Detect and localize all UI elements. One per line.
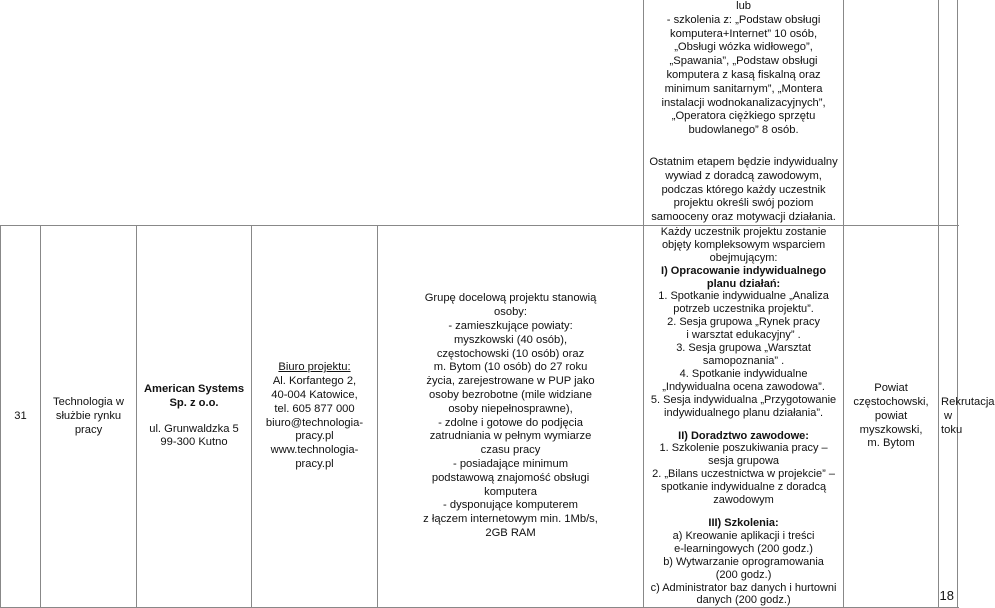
office-cell [252,225,378,607]
line: osoby niepełnosprawne), [448,402,573,415]
line: Ostatnim etapem będzie indywidualny [649,155,838,168]
office-website: www.technologia-pracy.pl [270,444,359,471]
line: 1. Spotkanie indywidualne „Analiza [658,290,829,303]
line: - zdolne i gotowe do podjęcia [438,416,583,429]
line: osoby bezrobotne (mile widziane [429,389,592,402]
final-stage-paragraph [646,156,841,225]
office-email: pracy.pl [295,430,334,443]
line: i warsztat edukacyjny” . [686,329,801,342]
line: Grupę docelową projektu stanowią [424,292,597,305]
line: 4. Spotkanie indywidualne [679,367,808,380]
table-row [1,225,958,607]
line: komputera [484,485,537,498]
line: życia, zarejestrowane w PUP jako [426,375,595,388]
line: 1. Szkolenie poszukiwania pracy – [659,442,828,455]
line: „Operatora ciężkiego sprzętu [671,110,816,123]
line: b) Wytwarzanie oprogramowania [663,555,824,568]
target-group-cell [378,225,644,607]
line: lub [736,0,752,12]
line: Powiat [874,382,908,395]
line: danych (200 godz.) [696,594,791,607]
line: częstochowski, [853,395,929,408]
office-line: Al. Korfantego 2, [272,375,357,388]
company-name: American Systems Sp. z o.o. [143,383,245,409]
line: podczas którego każdy uczestnik [661,183,826,196]
recruitment-status: Rekrutacja w toku [939,225,958,607]
line: komputera+Internet” 10 osób, [670,27,818,40]
line: 3. Sesja grupowa „Warsztat [676,342,811,355]
line: zawodowym [713,494,774,507]
line: - zamieszkujące powiaty: [448,320,573,333]
line: powiat [874,409,908,422]
line: m. Bytom [867,437,915,450]
office-line: 40-004 Katowice, [271,389,358,402]
section-title: III) Szkolenia: [708,516,779,529]
line: częstochowski (10 osób) oraz [436,347,585,360]
line: budowlanego” 8 osób. [688,124,799,137]
row-number: 31 [1,225,41,607]
line: „Obsługi wózka widłowego”, [674,41,813,54]
empty-cell [844,0,939,225]
line: a) Kreowanie aplikacji i treści [672,529,815,542]
line: - posiadające minimum [453,458,569,471]
line: samopoznania” . [702,355,785,368]
support-cell [644,225,844,607]
line: objęty kompleksowym wsparciem [661,238,826,251]
line: Każdy uczestnik projektu zostanie [660,225,827,238]
page-number: 18 [939,588,954,603]
company-address-line: 99-300 Kutno [160,436,228,449]
line: myszkowski (40 osób), [453,333,568,346]
empty-cell [939,0,958,225]
company-address-line: ul. Grunwaldzka 5 [149,422,239,435]
line: osoby: [494,306,527,319]
line: zatrudniania w pełnym wymiarze [429,430,592,443]
line: spotkanie indywidualne z doradcą [660,481,827,494]
section-title: II) Doradztwo zawodowe: [678,429,809,442]
line: c) Administrator baz danych i hurtowni [650,581,837,594]
section-title: I) Opracowanie indywidualnego [661,264,827,277]
line: „Indywidualna ocena zawodowa”. [662,380,825,393]
section-title: planu działań: [706,277,781,290]
company-cell [137,225,252,607]
line: z łączem internetowym min. 1Mb/s, [423,513,598,526]
line: e-learningowych (200 godz.) [674,542,813,555]
line: 2. Sesja grupowa „Rynek pracy [667,316,820,329]
line: 2GB RAM [485,527,536,540]
line: m. Bytom (10 osób) do 27 roku [433,361,588,374]
empty-area [1,0,644,225]
office-email: biuro@technologia- [265,416,364,429]
line: obejmującym: [709,251,778,264]
line: wywiad z doradcą zawodowym, [665,169,822,182]
office-title: Biuro projektu: [278,361,351,374]
line: sesja grupowa [708,455,780,468]
line: czasu pracy [480,444,541,457]
line: komputera z kasą fiskalną oraz [666,68,821,81]
line: - szkolenia z: „Podstaw obsługi [666,13,821,26]
project-title: Technologia w służbie rynku pracy [41,225,137,607]
line: potrzeb uczestnika projektu”. [673,303,814,316]
training-list [646,0,841,138]
line: samooceny oraz motywacji działania. [651,211,836,224]
continued-support-cell [644,0,844,225]
line: indywidualnego planu działania”. [664,406,824,419]
line: „Spawania”, „Podstaw obsługi [669,55,818,68]
line: - dysponujące komputerem [443,499,578,512]
line: podstawową znajomość obsługi [431,471,590,484]
line: myszkowski, [859,423,923,436]
line: 2. „Bilans uczestnictwa w projekcie” – [652,468,835,481]
line: 5. Sesja indywidualna „Przygotowanie [650,393,837,406]
line: instalacji wodnokanalizacyjnych”, [661,96,826,109]
line: (200 godz.) [715,568,772,581]
area-cell [844,225,939,607]
line: projektu określi swój poziom [673,197,814,210]
office-phone: tel. 605 877 000 [274,402,355,415]
line: minimum sanitarnym”, „Montera [664,82,823,95]
